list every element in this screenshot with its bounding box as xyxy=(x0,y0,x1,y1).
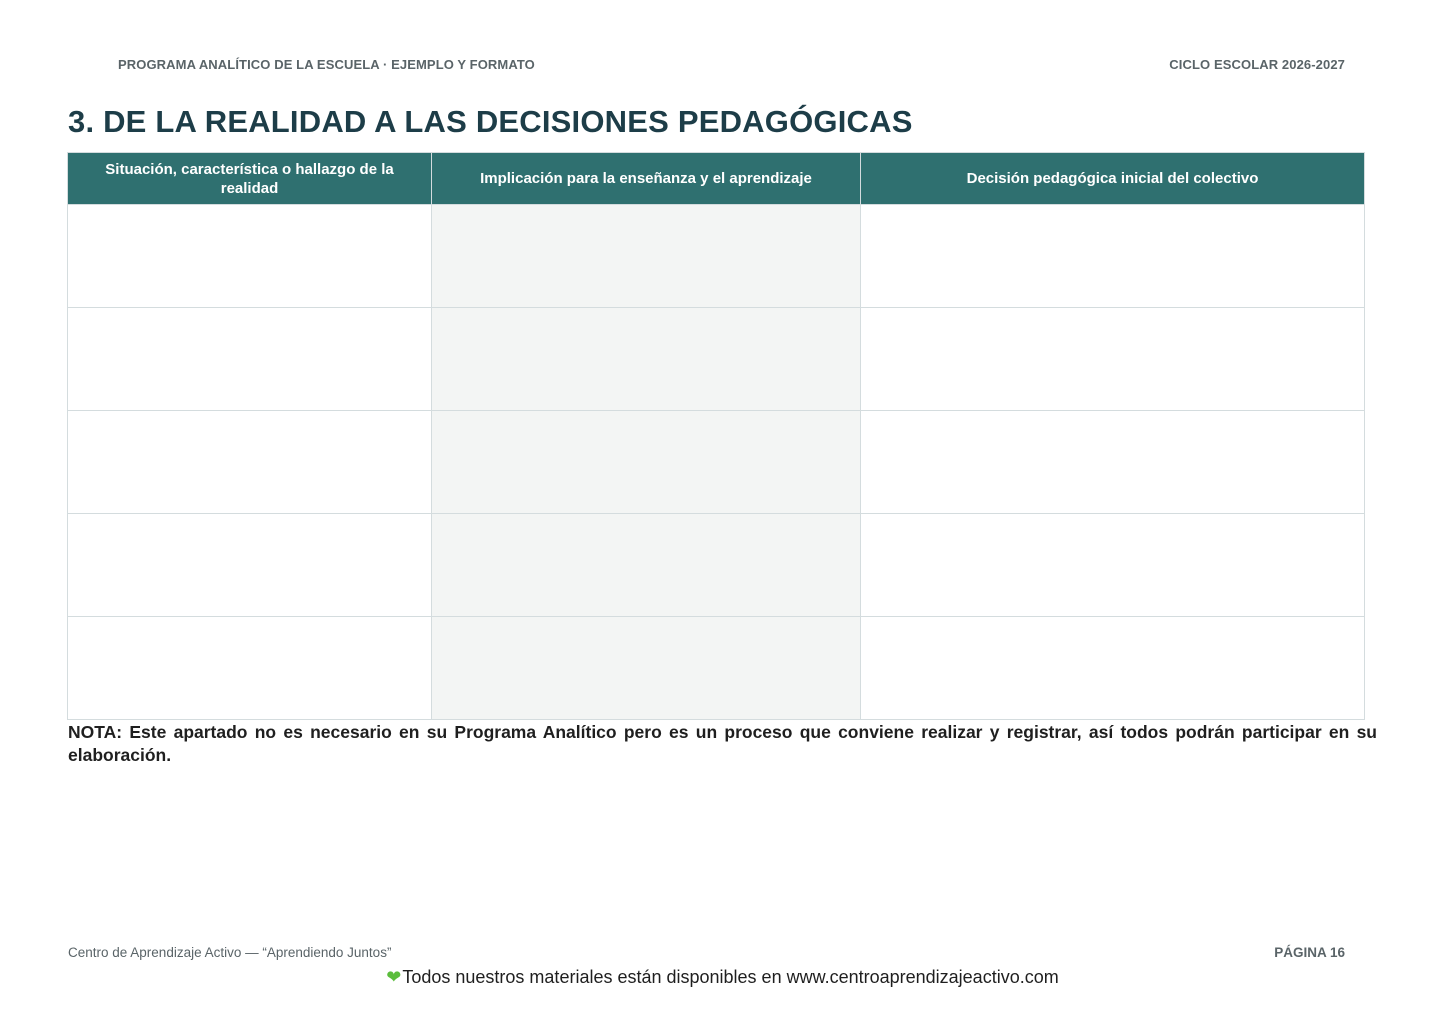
column-header-decision: Decisión pedagógica inicial del colectivo xyxy=(861,153,1365,205)
running-header xyxy=(118,55,1345,73)
table-row xyxy=(68,617,1365,720)
table-row xyxy=(68,308,1365,411)
table-row xyxy=(68,514,1365,617)
situation-cell[interactable] xyxy=(68,205,432,308)
decision-cell[interactable] xyxy=(861,205,1365,308)
table-header-row xyxy=(68,153,1365,205)
situation-cell[interactable] xyxy=(68,411,432,514)
implication-cell[interactable] xyxy=(432,308,861,411)
implication-cell[interactable] xyxy=(432,617,861,720)
note-text: Este apartado no es necesario en su Programa Analítico pero es un proceso que conviene realizar y registrar, así todos podrán participar en su elaboración. xyxy=(68,722,1377,765)
footer-organization: Centro de Aprendizaje Activo — “Aprendiendo Juntos” xyxy=(68,944,392,960)
implication-cell[interactable] xyxy=(432,514,861,617)
situation-cell[interactable] xyxy=(68,308,432,411)
decision-cell[interactable] xyxy=(861,411,1365,514)
header-school-cycle: CICLO ESCOLAR 2026-2027 xyxy=(1169,56,1345,72)
column-header-situation: Situación, característica o hallazgo de la realidad xyxy=(68,153,432,205)
footer-promo-text: Todos nuestros materiales están disponibles en www.centroaprendizajeactivo.com xyxy=(402,967,1059,987)
column-header-implication: Implicación para la enseñanza y el aprendizaje xyxy=(432,153,861,205)
table-row xyxy=(68,205,1365,308)
implication-cell[interactable] xyxy=(432,205,861,308)
page-number: PÁGINA 16 xyxy=(1274,944,1345,960)
situation-cell[interactable] xyxy=(68,514,432,617)
note-paragraph xyxy=(68,721,1377,767)
implication-cell[interactable] xyxy=(432,411,861,514)
green-heart-icon: ❤ xyxy=(386,967,402,987)
note-label: NOTA: xyxy=(68,722,123,742)
decision-cell[interactable] xyxy=(861,617,1365,720)
page-footer xyxy=(68,943,1345,961)
decision-cell[interactable] xyxy=(861,308,1365,411)
reality-decisions-table xyxy=(67,152,1364,720)
page-title: 3. DE LA REALIDAD A LAS DECISIONES PEDAGÓGICAS xyxy=(68,104,913,139)
footer-promo xyxy=(0,967,1445,988)
table-row xyxy=(68,411,1365,514)
situation-cell[interactable] xyxy=(68,617,432,720)
decision-cell[interactable] xyxy=(861,514,1365,617)
header-document-title: PROGRAMA ANALÍTICO DE LA ESCUELA · EJEMPLO Y FORMATO xyxy=(118,56,535,72)
